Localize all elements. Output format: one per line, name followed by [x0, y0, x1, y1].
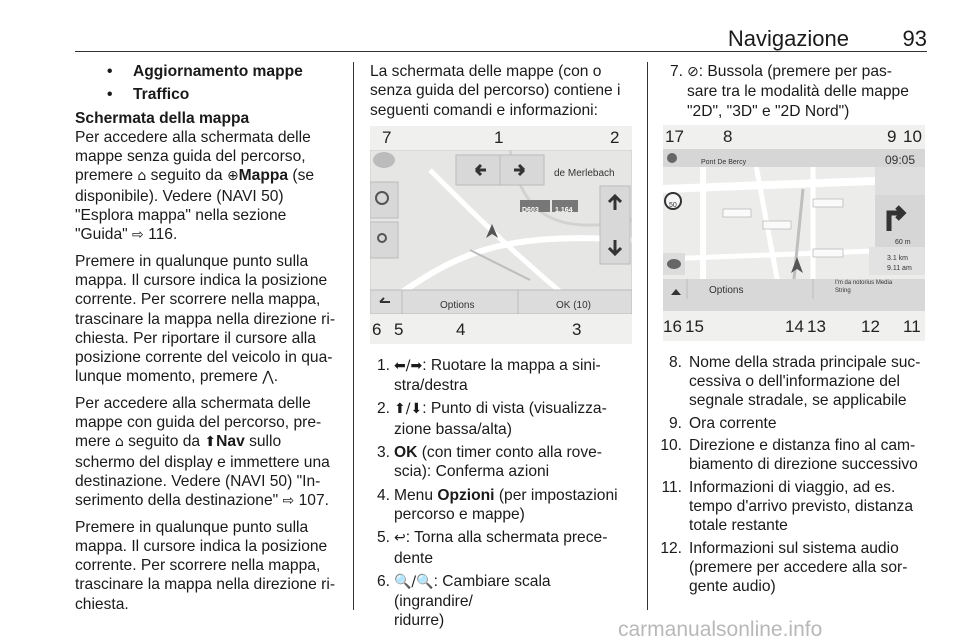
options-button[interactable]: Options [440, 299, 475, 311]
callout-3: 3 [572, 319, 582, 339]
turn-distance: 60 m [895, 238, 911, 246]
watermark: carmanualsonline.info [618, 618, 823, 641]
section-title: Schermata della mappa [75, 109, 250, 127]
list-item: 11. Informazioni di viaggio, ad es. tempo d'arrivo previsto, distanza totale restante [661, 478, 913, 535]
list-item: 3. OK (con timer conto alla rove- scia): Conferma azioni [376, 444, 602, 481]
column-2 [370, 62, 632, 635]
callout-4: 4 [456, 319, 466, 339]
callout-10: 10 [903, 126, 922, 146]
ok-button[interactable]: OK (10) [556, 299, 592, 311]
list-item: 7. ⊘: Bussola (premere per pas- sare tra le modalità delle mappe "2D", "3D" e "2D Nord") [669, 63, 909, 120]
callout-12: 12 [861, 316, 880, 336]
callout-15: 15 [685, 316, 704, 336]
map-place-label: de Merlebach [554, 167, 615, 179]
list-item: 1. ⬅/➡: Ruotare la mappa a sini- stra/destra [376, 356, 601, 395]
road-badge: 1,164 [555, 206, 573, 214]
callout-8: 8 [723, 126, 733, 146]
list-item: 4. Menu Opzioni (per impostazioni percorso e mappe) [376, 486, 618, 523]
map-icon: ⊕ [226, 168, 239, 185]
list-item: 2. ⬆/⬇: Punto di vista (visualizza- zione bassa/alta) [376, 400, 607, 438]
road-badge: D603 [522, 206, 539, 214]
list-item: 8. Nome della strada principale suc- cessiva o dell'informazione del segnale stradale, se applicabile [668, 353, 921, 410]
callout-6: 6 [372, 319, 382, 339]
bullet-item: • Traffico [107, 86, 190, 104]
column-1 [75, 62, 343, 620]
zoom-icon: 🔍/🔍 [394, 573, 434, 590]
list-item: 6. 🔍/🔍: Cambiare scala (ingrandire/ ridurre) [376, 572, 551, 630]
trip-arrival: 9.11 am [887, 264, 912, 272]
page-number: 93 [902, 26, 927, 51]
paragraph-1: Per accedere alla schermata delle mappe senza guida del percorso, premere ⌂ seguito da ⊕Mappa (se disponibile). Vedere (NAVI 50) "Esplora mappa" nella sezione "Guida" ⇨ 116. [75, 128, 315, 244]
callout-5: 5 [394, 319, 404, 339]
page-title: Navigazione [727, 26, 849, 51]
current-time: 09:05 [885, 152, 916, 167]
column-3 [660, 62, 929, 599]
intro-paragraph: La schermata delle mappe (con o senza guida del percorso) contiene i seguenti comandi e informazioni: [370, 63, 621, 119]
callout-1: 1 [494, 127, 504, 147]
home-icon: ⌂ [137, 168, 147, 185]
page-ref-icon: ⇨ [282, 493, 295, 510]
list-item: 5. ↩: Torna alla schermata prece- dente [376, 529, 608, 567]
bullet-item: • Aggiornamento mappe [107, 63, 303, 80]
media-info[interactable]: I'm da notorius Media String [835, 279, 893, 294]
header-rule [75, 51, 927, 52]
nav-arrow-icon: ⬆ [204, 434, 217, 451]
callout-14: 14 [785, 316, 804, 336]
callout-11: 11 [903, 316, 921, 336]
map-screen-figure [370, 126, 632, 344]
list-item: 10. Direzione e distanza fino al cam- biamento di direzione successivo [660, 437, 918, 474]
options-button[interactable]: Options [709, 284, 744, 296]
list-item: 12. Informazioni sul sistema audio (premere per accedere alla sor- gente audio) [660, 539, 908, 596]
callout-7: 7 [382, 127, 392, 147]
callout-9: 9 [887, 126, 897, 146]
callout-17: 17 [665, 126, 684, 146]
paragraph-4: Premere in qualunque punto sulla mappa. Il cursore indica la posizione corrente. Per scorrere nella mappa, trascinare la mappa nella direzione ri- chiesta. [75, 518, 336, 613]
page-header [75, 22, 927, 52]
guided-map-figure [663, 125, 925, 341]
back-icon: ↩ [394, 530, 406, 547]
paragraph-3: Per accedere alla schermata delle mappe con guida del percorso, pre- mere ⌂ seguito da ⬆Nav sullo schermo del display e immettere una destinazione. Vedere (NAVI 50) "In- serimento della destinazione" ⇨ 107. [75, 394, 330, 510]
list-item: 9. Ora corrente [668, 414, 777, 432]
callout-13: 13 [807, 316, 826, 336]
paragraph-2: Premere in qualunque punto sulla mappa. Il cursore indica la posizione corrente. Per scorrere nella mappa, trascinare la mappa nella direzione ri- chiesta. Per riportare il cursore alla posizione corrente del veicolo in qua- lunque momento, premere ⋀. [75, 252, 336, 386]
next-street-label: Pont De Bercy [701, 158, 747, 166]
home-icon: ⌂ [114, 434, 124, 451]
column-divider [353, 62, 354, 610]
callout-16: 16 [663, 316, 682, 336]
rotate-left-right-icon: ⬅/➡ [394, 357, 423, 374]
callout-2: 2 [610, 127, 620, 147]
compass-icon: ⊘ [687, 64, 699, 80]
page-ref-icon: ⇨ [132, 227, 144, 244]
compass-icon[interactable]: 50 [669, 201, 677, 209]
tilt-up-down-icon: ⬆/⬇ [394, 401, 423, 418]
position-cursor-icon: ⋀ [262, 369, 274, 386]
trip-distance: 3.1 km [887, 254, 909, 262]
column-divider [647, 62, 648, 610]
